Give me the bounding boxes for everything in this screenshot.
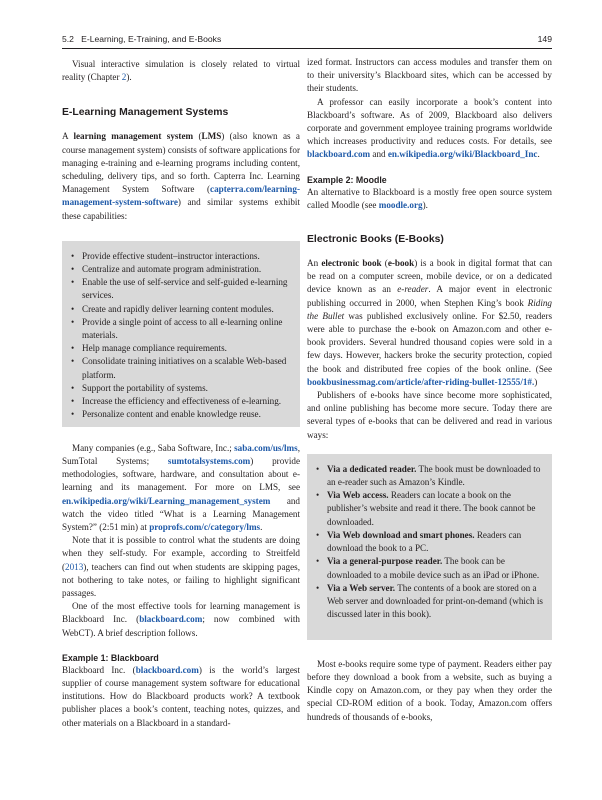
capabilities-box bbox=[62, 241, 300, 427]
capability-item: • Centralize and automate program administration. bbox=[68, 263, 292, 276]
header-section bbox=[62, 34, 221, 44]
heading-example-1: Example 1: Blackboard bbox=[62, 652, 159, 663]
capability-item: • Provide a single point of access to all e-learning online materials. bbox=[68, 316, 292, 342]
example-1-paragraph: Blackboard Inc. (blackboard.com) is the world’s largest supplier of course management system software for educational institutions. How do Blackboard products work? A textbook publisher places a book’s content, teaching notes, quizzes, and other materials on a Blackboard in a standard- bbox=[62, 664, 300, 728]
section-title: E-Learning, E-Training, and E-Books bbox=[81, 34, 222, 44]
capterra-link[interactable]: capterra.com/learning-management-system-software bbox=[62, 184, 300, 208]
heading-ebooks: Electronic Books (E-Books) bbox=[307, 234, 444, 246]
ebook-term: electronic book bbox=[321, 258, 382, 269]
proprofs-link[interactable]: proprofs.com/c/category/lms bbox=[149, 522, 261, 533]
blackboard-paragraph: One of the most effective tools for learning management is Blackboard Inc. (blackboard.com; now combined with WebCT). A brief description follows. bbox=[62, 601, 300, 638]
companies-paragraph: Many companies (e.g., Saba Software, Inc.; saba.com/us/lms, SumTotal Systems; sumtotalsystems.com) provide methodologies, software, hardware, and consultation about e-learning and its management. For more on LMS, see en.wikipedia.org/wiki/Learning_management_system and watch the video titled “What is a Learning Management System?” (2:51 min) at proprofs.com/c/category/lms. bbox=[62, 442, 300, 533]
header-rule bbox=[62, 48, 552, 49]
capability-item: • Increase the efficiency and effectiveness of e-learning. bbox=[68, 395, 292, 408]
ebook-types-list bbox=[313, 463, 544, 621]
capability-item: • Consolidate training initiatives on a scalable Web-based platform. bbox=[68, 355, 292, 381]
capabilities-list bbox=[68, 250, 292, 422]
ebook-type-item: • Via Web access. Readers can locate a book on the publisher’s website and read it there. The book cannot be downloaded. bbox=[313, 489, 544, 529]
saba-link[interactable]: saba.com/us/lms bbox=[234, 442, 298, 453]
professor-paragraph: A professor can easily incorporate a book’s content into Blackboard’s software. As of 2009, Blackboard also delivers corporate and government employee training programs worldwide which increases productivity and reduces costs. For details, see blackboard.com and en.wikipedia.org/wiki/Blackboard_Inc. bbox=[307, 96, 552, 160]
chapter-link[interactable]: 2 bbox=[121, 72, 127, 83]
ebook-type-item: • Via a general-purpose reader. The book can be downloaded to a mobile device such as an iPad or iPhone. bbox=[313, 555, 544, 581]
payment-paragraph: Most e-books require some type of payment. Readers either pay before they download a book from a website, such as buying a Kindle copy on Amazon.com, or they pay when they order the special CD-ROM edition of a book. Today, Amazon.com offers hundreds of thousands of e-books, bbox=[307, 658, 552, 722]
blackboard-link-3[interactable]: blackboard.com bbox=[307, 149, 371, 160]
ebook-types-box bbox=[307, 454, 552, 640]
capability-item: • Support the portability of systems. bbox=[68, 382, 292, 395]
streitfeld-ref-link[interactable]: 2013 bbox=[65, 561, 84, 572]
left-column bbox=[62, 58, 300, 730]
ebook-type-item: • Via a Web server. The contents of a book are stored on a Web server and downloaded for print-on-demand (which is discussed later in this book). bbox=[313, 582, 544, 622]
lms-term: learning management system bbox=[73, 131, 194, 142]
section-number: 5.2 bbox=[62, 34, 74, 44]
capability-item: • Help manage compliance requirements. bbox=[68, 342, 292, 355]
right-column bbox=[307, 56, 552, 724]
ebook-type-item: • Via a dedicated reader. The book must be downloaded to an e-reader such as Amazon’s Kindle. bbox=[313, 463, 544, 489]
bookbusinessmag-link[interactable]: bookbusinessmag.com/article/after-riding-bullet-12555/1#. bbox=[307, 376, 535, 387]
blackboard-link[interactable]: blackboard.com bbox=[139, 614, 203, 625]
heading-example-2: Example 2: Moodle bbox=[307, 174, 387, 185]
moodle-link[interactable]: moodle.org bbox=[378, 199, 423, 210]
capability-item: • Enable the use of self-service and self-guided e-learning services. bbox=[68, 276, 292, 302]
ebook-paragraph: An electronic book (e-book) is a book in digital format that can be read on a computer screen, mobile device, or on a dedicated device known as an e-reader. A major event in electronic publishing occurred in 2000, when Stephen King’s book Riding the Bullet was published exclusively online. For $2.50, readers were able to purchase the e-book on Amazon.com and other e-book providers. Several hundred thousand copies were sold in a few days. However, hackers broke the security protection, copied the book and distributed free copies of the book online. (See bookbusinessmag.com/article/after-riding-bullet-12555/1#.) bbox=[307, 258, 553, 387]
example-2-paragraph: An alternative to Blackboard is a mostly free open source system called Moodle (see moodle.org). bbox=[307, 186, 552, 210]
capability-item: • Provide effective student–instructor interactions. bbox=[68, 250, 292, 263]
running-header bbox=[62, 34, 552, 48]
heading-lms: E-Learning Management Systems bbox=[62, 107, 229, 119]
capability-item: • Create and rapidly deliver learning content modules. bbox=[68, 303, 292, 316]
blackboard-link-2[interactable]: blackboard.com bbox=[135, 664, 199, 675]
wikipedia-lms-link[interactable]: en.wikipedia.org/wiki/Learning_management_system bbox=[62, 495, 271, 506]
page-number: 149 bbox=[537, 34, 552, 44]
ebook-type-item: • Via Web download and smart phones. Readers can download the book to a PC. bbox=[313, 529, 544, 555]
capability-item: • Personalize content and enable knowledge reuse. bbox=[68, 408, 292, 421]
lms-paragraph: A learning management system (LMS) (also known as a course management system) consists of software applications for managing e-training and e-learning programs including content, scheduling, delivery tips, and so forth. Capterra Inc. Learning Management System Software (capterra.com/learning-management-system-software) and similar systems exhibit these capabilities: bbox=[62, 131, 300, 221]
sumtotal-link[interactable]: sumtotalsystems.com bbox=[167, 456, 251, 467]
wikipedia-blackboard-link[interactable]: en.wikipedia.org/wiki/Blackboard_Inc bbox=[387, 149, 538, 160]
intro-paragraph: Visual interactive simulation is closely related to virtual reality (Chapter 2). bbox=[62, 59, 300, 83]
publishers-paragraph: Publishers of e-books have since become more sophisticated, and online publishing has become more secure. Today there are several types of e-books that can be delivered and read in various ways: bbox=[307, 390, 552, 440]
note-paragraph: Note that it is possible to control what the students are doing when they self-study. For example, according to Streitfeld (2013), teachers can find out when students are skipping pages, not bothering to take notes, or failing to highlight significant passages. bbox=[62, 535, 300, 599]
book-title: Riding the Bullet bbox=[307, 297, 552, 321]
continued-paragraph: ized format. Instructors can access modules and transfer them on to their university’s Blackboard sites, which can be accessed by their students. bbox=[307, 57, 552, 94]
